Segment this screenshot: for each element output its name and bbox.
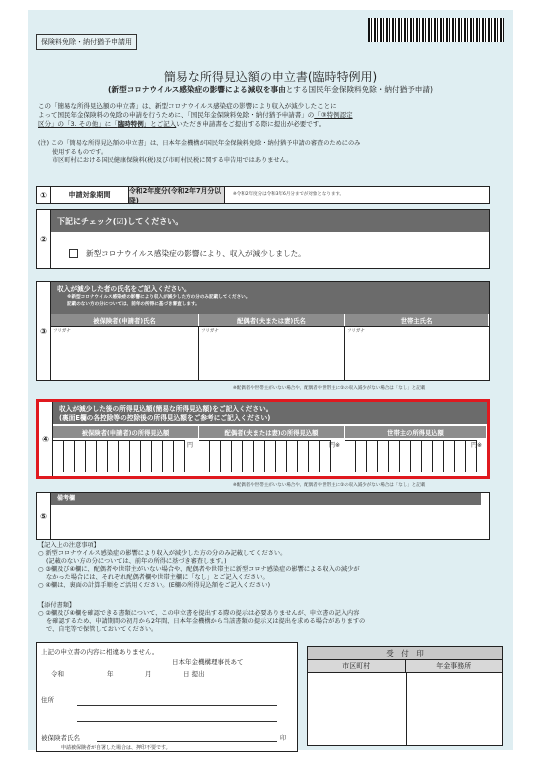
barcode (368, 18, 504, 42)
section-number: ⑤ (37, 493, 51, 539)
name-label: 被保険者氏名 (41, 734, 80, 742)
section-remarks (36, 492, 490, 540)
col-head-name: 世帯主氏名 (345, 314, 489, 326)
furigana-label: フリガナ (201, 329, 219, 334)
section-checkbox (36, 209, 490, 269)
insured-income-field[interactable] (53, 440, 185, 472)
spouse-name-field[interactable] (199, 326, 345, 381)
submit-year: 年 (107, 670, 114, 678)
section-income-estimate (36, 399, 490, 479)
municipality-column: 市区町村 (308, 660, 406, 672)
checkbox-square[interactable] (69, 249, 78, 258)
yen-unit: 円※ (329, 442, 341, 449)
cautions-text: 【記入上の注意事項】 ○ 新型コロナウイルス感染症の影響により収入が減少した方の分のみ記載してください。 (記載のない方の分については、前年の所得に基づき審査します。) ○ ③欄及び④欄に、配偶者や世帯主がいない場合や、配偶者や世帯主に新型コロナ感染症の影響による収入の減少が なかった場合には、それぞれ配偶者欄や世帯主欄に「なし」とご記入ください。 ○ ④欄は、裏面の計算手順をご活用ください。(E欄の所得見込額をご記入ください) (38, 542, 360, 589)
col-spouse-income: 配偶者(夫または妻)の所得見込額 (199, 426, 345, 438)
income-decrease-checkbox[interactable] (69, 248, 306, 259)
form-type-tag: 保険料免除・納付猶予申請用 (36, 34, 137, 50)
form-title: 簡易な所得見込額の申立書(臨時特例用) (163, 70, 378, 84)
insured-name-field[interactable] (51, 326, 199, 381)
submit-day: 日 提出 (183, 670, 205, 678)
signature-box: 上記の申立書の内容に相違ありません。 日本年金機構理事長あて 令和 年 月 日 提出 住所 被保険者氏名 印 申請被保険者が自署した場合は、押印不要です。 (36, 642, 298, 752)
section-number: ③ (37, 282, 51, 380)
intro-text: この「簡易な所得見込額の申立書」は、新型コロナウイルス感染症の影響により収入が減少したことに よって国民年金保険料の免除の申請を行うために、「国民年金保険料免除・納付猶予申請書」の「③特例認定 区分」の「3. その他」に「臨時特例」とご記入いただき申請書をご提出する際に提出が必要です。 (38, 102, 353, 128)
col-head-income: 世帯主の所得見込額 (345, 426, 487, 438)
section-number: ① (37, 187, 51, 203)
attachments-text: 【添付書類】 ○ ②欄及び④欄を確認できる書類について、この申立書を提出する際の提示は必要ありませんが、申立書の記入内容 を確認するため、申請期間の初月から2年間、日本年金機構から当該書類の提示又は提出を求める場合がありますの で、自宅等で保管しておいてください。 (38, 602, 366, 633)
names-instruction: 収入が減少した者の氏名をご記入ください。 ※新型コロナウイルス感染症の影響により収入が減少した方の分のみ記載してください。 記載のない方の分については、前年の所得に基づき審査します。 (51, 282, 489, 314)
head-income-field[interactable] (345, 440, 477, 472)
head-name-field[interactable] (345, 326, 489, 381)
income-instruction: 収入が減少した後の所得見込額(簡易な所得見込額)をご記入ください。 (裏面E欄の各控除等の控除後の所得見込額をご参考にご記入ください) (53, 402, 487, 424)
period-note: ※令和2年度分は令和3年6月分までが対象となります。 (233, 192, 344, 197)
submit-month: 月 (145, 670, 152, 678)
address-label: 住所 (41, 696, 54, 704)
receipt-header: 受 付 印 (308, 647, 502, 660)
address-field-2[interactable] (77, 721, 277, 722)
section-number: ② (37, 210, 51, 268)
form-page (28, 10, 513, 750)
yen-unit: 円 (187, 442, 194, 449)
col-spouse-name: 配偶者(夫または妻)氏名 (199, 314, 345, 326)
receipt-stamp-box (307, 646, 503, 746)
submit-era: 令和 (51, 670, 64, 678)
furigana-label: フリガナ (53, 329, 71, 334)
col-insured-name: 被保険者(申請者)氏名 (51, 314, 199, 326)
yen-unit: 円※ (471, 442, 483, 449)
notes-text: (注) この「簡易な所得見込額の申立書」は、日本年金機構が国民年金保険料免除・納付猶予申請の審査のためにのみ 使用するものです。 市区町村における国民健康保険料(税)及び市町村民税に関する申告用ではありません。 (38, 140, 361, 164)
section-number: ④ (39, 402, 53, 476)
remarks-field[interactable] (51, 505, 489, 539)
name-field[interactable] (97, 741, 277, 742)
pension-office-column: 年金事務所 (406, 660, 503, 672)
receipt-divider (406, 673, 407, 745)
period-label: 申請対象期間 (51, 187, 129, 203)
section-names (36, 281, 490, 381)
form-subtitle: (新型コロナウイルス感染症の影響による減収を事由とする国民年金保険料免除・納付猶予申請) (108, 85, 433, 94)
check-instruction: 下記にチェック(☑)してください。 (51, 210, 489, 232)
furigana-label: フリガナ (347, 329, 365, 334)
spouse-income-field[interactable] (199, 440, 331, 472)
income-footnote: ※配偶者や世帯主がいない場合や、配偶者や世帯主に②の収入減少がない場合は「なし」と記載 (233, 483, 426, 488)
period-value: 令和2年度分(令和2年7月分以降) (129, 187, 225, 203)
seal-note: 申請被保険者が自署した場合は、押印不要です。 (61, 745, 171, 751)
names-footnote: ※配偶者や世帯主がいない場合や、配偶者や世帯主に②の収入減少がない場合は「なし」と記載 (233, 386, 426, 391)
seal-mark: 印 (280, 735, 287, 742)
remarks-label: 備考欄 (51, 493, 481, 505)
col-insured-income: 被保険者(申請者)の所得見込額 (53, 426, 199, 438)
checkbox-label: 新型コロナウイルス感染症の影響により、収入が減少しました。 (86, 249, 306, 258)
address-field[interactable] (77, 705, 277, 706)
